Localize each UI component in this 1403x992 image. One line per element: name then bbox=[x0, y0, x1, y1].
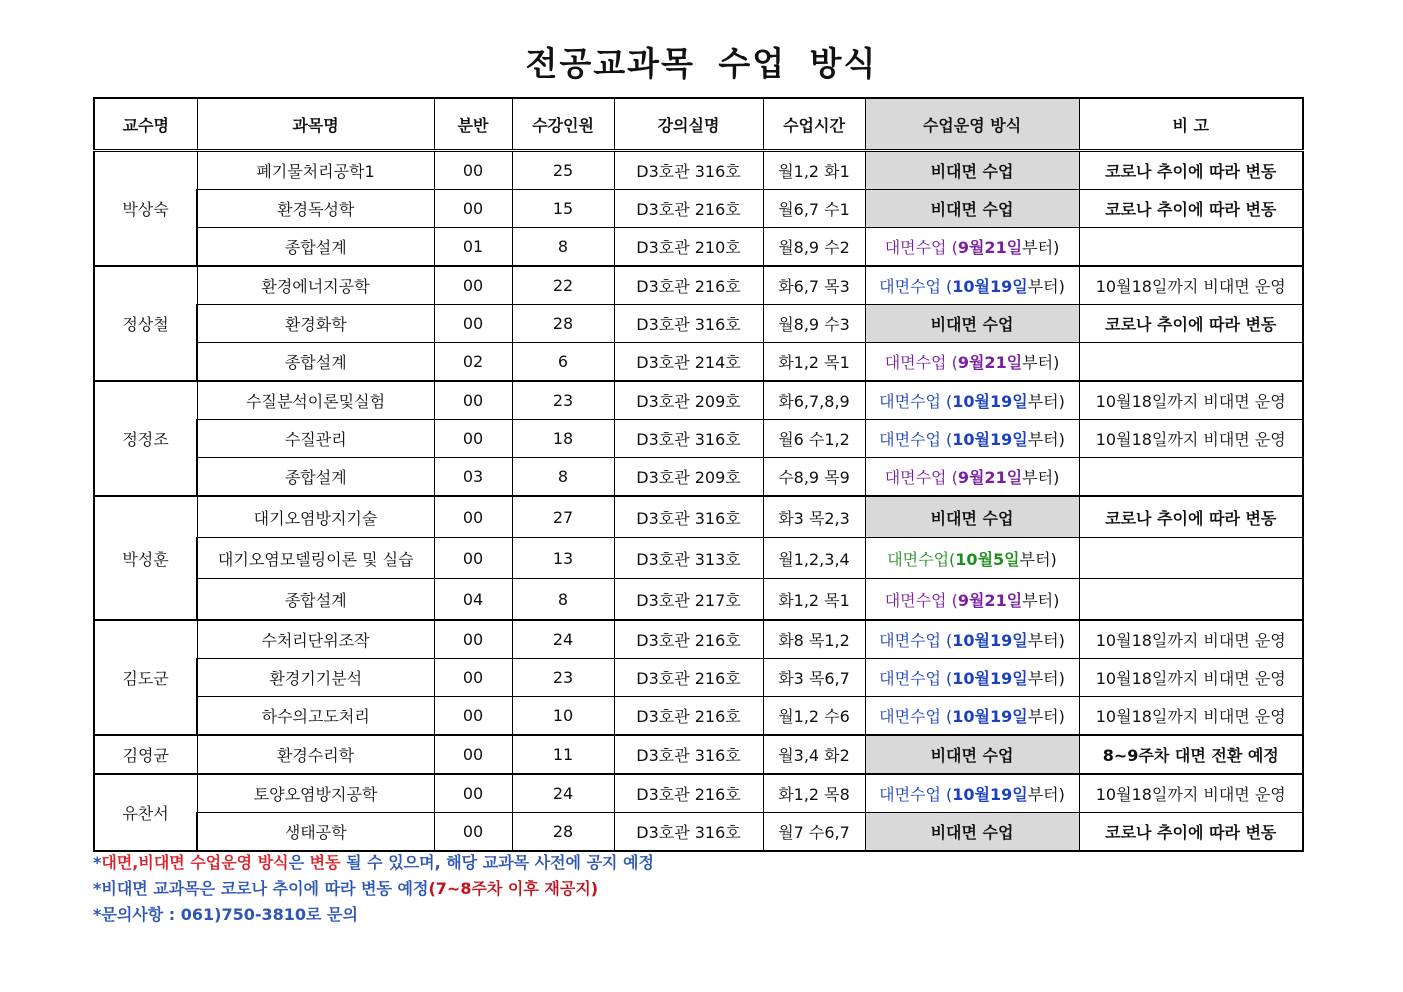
method-suffix: 부터) bbox=[1027, 631, 1065, 650]
table-row bbox=[94, 620, 1303, 659]
table-row bbox=[94, 735, 1303, 774]
enrollment-cell: 10 bbox=[512, 697, 614, 736]
method-text: 비대면 수업 bbox=[930, 746, 1014, 765]
section-cell: 00 bbox=[434, 305, 512, 343]
enrollment-cell: 8 bbox=[512, 228, 614, 267]
header-professor: 교수명 bbox=[94, 98, 197, 151]
note-cell: 코로나 추이에 따라 변동 bbox=[1079, 190, 1303, 228]
method-suffix: 부터) bbox=[1022, 590, 1060, 610]
method-cell bbox=[865, 381, 1079, 420]
method-cell bbox=[865, 343, 1079, 382]
page-title: 전공교과목 수업 방식 bbox=[525, 44, 878, 83]
enrollment-cell: 24 bbox=[512, 620, 614, 659]
method-date: 9월21일 bbox=[957, 353, 1023, 372]
course-cell: 환경에너지공학 bbox=[197, 266, 434, 305]
time-cell: 월1,2 수6 bbox=[763, 697, 865, 736]
time-cell: 월1,2 화1 bbox=[763, 151, 865, 190]
method-date: 10월19일 bbox=[952, 392, 1028, 411]
method-cell bbox=[865, 305, 1079, 343]
method-cell bbox=[865, 774, 1079, 813]
method-suffix: 부터) bbox=[1019, 549, 1057, 569]
method-suffix: 부터) bbox=[1027, 785, 1065, 804]
course-cell: 환경기기분석 bbox=[197, 659, 434, 697]
enrollment-cell: 8 bbox=[512, 579, 614, 621]
course-cell: 환경수리학 bbox=[197, 735, 434, 774]
header-method: 수업운영 방식 bbox=[865, 98, 1079, 151]
method-prefix: 대면수업 ( bbox=[884, 590, 958, 610]
note-cell: 10월18일까지 비대면 운영 bbox=[1079, 620, 1303, 659]
enrollment-cell: 11 bbox=[512, 735, 614, 774]
method-prefix: 대면수업 ( bbox=[884, 353, 958, 372]
method-cell bbox=[865, 813, 1079, 852]
room-cell: D3호관 209호 bbox=[614, 381, 763, 420]
room-cell: D3호관 209호 bbox=[614, 458, 763, 497]
header-course: 과목명 bbox=[197, 98, 434, 151]
note-cell: 10월18일까지 비대면 운영 bbox=[1079, 420, 1303, 458]
header-note: 비 고 bbox=[1079, 98, 1303, 151]
method-cell bbox=[865, 579, 1079, 621]
table-row bbox=[94, 228, 1303, 267]
enrollment-cell: 28 bbox=[512, 813, 614, 852]
section-cell: 00 bbox=[434, 190, 512, 228]
method-cell bbox=[865, 420, 1079, 458]
method-suffix: 부터) bbox=[1027, 669, 1065, 688]
method-text: 비대면 수업 bbox=[930, 162, 1014, 181]
time-cell: 월8,9 수3 bbox=[763, 305, 865, 343]
method-prefix: 대면수업 ( bbox=[884, 238, 958, 257]
method-date: 10월19일 bbox=[952, 669, 1028, 688]
method-cell bbox=[865, 697, 1079, 736]
room-cell: D3호관 214호 bbox=[614, 343, 763, 382]
enrollment-cell: 28 bbox=[512, 305, 614, 343]
note-cell bbox=[1079, 579, 1303, 621]
method-date: 10월19일 bbox=[952, 707, 1028, 726]
professor-cell: 김도군 bbox=[94, 620, 197, 735]
course-cell: 환경독성학 bbox=[197, 190, 434, 228]
method-cell bbox=[865, 735, 1079, 774]
time-cell: 화6,7,8,9 bbox=[763, 381, 865, 420]
time-cell: 월6 수1,2 bbox=[763, 420, 865, 458]
header-row bbox=[94, 98, 1303, 151]
note-cell bbox=[1079, 538, 1303, 579]
table-row bbox=[94, 697, 1303, 736]
section-cell: 04 bbox=[434, 579, 512, 621]
professor-cell: 김영균 bbox=[94, 735, 197, 774]
section-cell: 00 bbox=[434, 735, 512, 774]
course-cell: 종합설계 bbox=[197, 228, 434, 267]
footnote-1: *대면,비대면 수업운영 방식은 변동 될 수 있으며, 해당 교과목 사전에 공지 예정 bbox=[93, 853, 654, 872]
time-cell: 월1,2,3,4 bbox=[763, 538, 865, 579]
course-cell: 종합설계 bbox=[197, 579, 434, 621]
time-cell: 화8 목1,2 bbox=[763, 620, 865, 659]
footnote-3: *문의사항 : 061)750-3810로 문의 bbox=[93, 905, 358, 924]
method-suffix: 부터) bbox=[1022, 353, 1060, 372]
method-suffix: 부터) bbox=[1022, 238, 1060, 257]
time-cell: 월8,9 수2 bbox=[763, 228, 865, 267]
course-cell: 토양오염방지공학 bbox=[197, 774, 434, 813]
note-cell: 코로나 추이에 따라 변동 bbox=[1079, 496, 1303, 538]
course-cell: 대기오염방지기술 bbox=[197, 496, 434, 538]
enrollment-cell: 15 bbox=[512, 190, 614, 228]
table-row bbox=[94, 659, 1303, 697]
section-cell: 00 bbox=[434, 774, 512, 813]
room-cell: D3호관 316호 bbox=[614, 496, 763, 538]
professor-cell: 박성훈 bbox=[94, 496, 197, 620]
method-suffix: 부터) bbox=[1027, 430, 1065, 449]
room-cell: D3호관 217호 bbox=[614, 579, 763, 621]
note-cell: 8~9주차 대면 전환 예정 bbox=[1079, 735, 1303, 774]
header-time: 수업시간 bbox=[763, 98, 865, 151]
section-cell: 00 bbox=[434, 697, 512, 736]
room-cell: D3호관 216호 bbox=[614, 659, 763, 697]
method-suffix: 부터) bbox=[1027, 392, 1065, 411]
table-row bbox=[94, 151, 1303, 190]
table-row bbox=[94, 579, 1303, 621]
method-cell bbox=[865, 458, 1079, 497]
table-row bbox=[94, 381, 1303, 420]
method-date: 10월19일 bbox=[952, 785, 1028, 804]
course-cell: 종합설계 bbox=[197, 343, 434, 382]
room-cell: D3호관 216호 bbox=[614, 620, 763, 659]
course-cell: 수질분석이론및실험 bbox=[197, 381, 434, 420]
note-cell: 10월18일까지 비대면 운영 bbox=[1079, 697, 1303, 736]
section-cell: 03 bbox=[434, 458, 512, 497]
time-cell: 화3 목6,7 bbox=[763, 659, 865, 697]
method-text: 비대면 수업 bbox=[930, 823, 1014, 842]
method-prefix: 대면수업 ( bbox=[879, 430, 953, 449]
course-cell: 폐기물처리공학1 bbox=[197, 151, 434, 190]
note-cell bbox=[1079, 458, 1303, 497]
section-cell: 00 bbox=[434, 381, 512, 420]
method-prefix: 대면수업 ( bbox=[879, 669, 953, 688]
room-cell: D3호관 216호 bbox=[614, 697, 763, 736]
method-cell bbox=[865, 266, 1079, 305]
room-cell: D3호관 216호 bbox=[614, 266, 763, 305]
course-cell: 생태공학 bbox=[197, 813, 434, 852]
header-enrollment: 수강인원 bbox=[512, 98, 614, 151]
room-cell: D3호관 216호 bbox=[614, 190, 763, 228]
course-cell: 대기오염모델링이론 및 실습 bbox=[197, 538, 434, 579]
table-row bbox=[94, 266, 1303, 305]
method-prefix: 대면수업 ( bbox=[879, 707, 953, 726]
course-cell: 종합설계 bbox=[197, 458, 434, 497]
section-cell: 00 bbox=[434, 659, 512, 697]
room-cell: D3호관 210호 bbox=[614, 228, 763, 267]
note-cell: 코로나 추이에 따라 변동 bbox=[1079, 151, 1303, 190]
time-cell: 월3,4 화2 bbox=[763, 735, 865, 774]
table-row bbox=[94, 458, 1303, 497]
time-cell: 화1,2 목8 bbox=[763, 774, 865, 813]
method-cell bbox=[865, 620, 1079, 659]
time-cell: 화6,7 목3 bbox=[763, 266, 865, 305]
section-cell: 02 bbox=[434, 343, 512, 382]
table-row bbox=[94, 774, 1303, 813]
enrollment-cell: 24 bbox=[512, 774, 614, 813]
section-cell: 00 bbox=[434, 620, 512, 659]
method-cell bbox=[865, 659, 1079, 697]
method-prefix: 대면수업( bbox=[887, 549, 956, 569]
method-cell bbox=[865, 190, 1079, 228]
section-cell: 00 bbox=[434, 266, 512, 305]
enrollment-cell: 6 bbox=[512, 343, 614, 382]
professor-cell: 정상철 bbox=[94, 266, 197, 381]
method-prefix: 대면수업 ( bbox=[879, 392, 953, 411]
table-row bbox=[94, 343, 1303, 382]
method-prefix: 대면수업 ( bbox=[884, 468, 958, 487]
enrollment-cell: 23 bbox=[512, 381, 614, 420]
method-cell bbox=[865, 496, 1079, 538]
room-cell: D3호관 316호 bbox=[614, 813, 763, 852]
note-cell: 10월18일까지 비대면 운영 bbox=[1079, 774, 1303, 813]
enrollment-cell: 18 bbox=[512, 420, 614, 458]
professor-cell: 박상숙 bbox=[94, 151, 197, 267]
room-cell: D3호관 316호 bbox=[614, 735, 763, 774]
room-cell: D3호관 316호 bbox=[614, 151, 763, 190]
method-date: 10월5일 bbox=[955, 549, 1020, 569]
course-cell: 수처리단위조작 bbox=[197, 620, 434, 659]
table-row bbox=[94, 190, 1303, 228]
note-cell bbox=[1079, 343, 1303, 382]
section-cell: 00 bbox=[434, 538, 512, 579]
method-date: 10월19일 bbox=[952, 430, 1028, 449]
room-cell: D3호관 313호 bbox=[614, 538, 763, 579]
method-text: 비대면 수업 bbox=[930, 200, 1014, 219]
time-cell: 화1,2 목1 bbox=[763, 579, 865, 621]
method-date: 9월21일 bbox=[957, 238, 1023, 257]
time-cell: 수8,9 목9 bbox=[763, 458, 865, 497]
note-cell: 코로나 추이에 따라 변동 bbox=[1079, 305, 1303, 343]
footnotes bbox=[93, 850, 654, 928]
method-text: 비대면 수업 bbox=[930, 508, 1014, 528]
method-cell bbox=[865, 538, 1079, 579]
method-text: 비대면 수업 bbox=[930, 315, 1014, 334]
header-room: 강의실명 bbox=[614, 98, 763, 151]
note-cell: 코로나 추이에 따라 변동 bbox=[1079, 813, 1303, 852]
table-row bbox=[94, 813, 1303, 852]
header-section: 분반 bbox=[434, 98, 512, 151]
enrollment-cell: 8 bbox=[512, 458, 614, 497]
method-suffix: 부터) bbox=[1027, 277, 1065, 296]
schedule-table bbox=[93, 97, 1304, 852]
method-date: 10월19일 bbox=[952, 631, 1028, 650]
method-date: 10월19일 bbox=[952, 277, 1028, 296]
professor-cell: 유찬서 bbox=[94, 774, 197, 851]
note-cell: 10월18일까지 비대면 운영 bbox=[1079, 266, 1303, 305]
course-cell: 수질관리 bbox=[197, 420, 434, 458]
enrollment-cell: 27 bbox=[512, 496, 614, 538]
table-row bbox=[94, 538, 1303, 579]
note-cell: 10월18일까지 비대면 운영 bbox=[1079, 381, 1303, 420]
method-prefix: 대면수업 ( bbox=[879, 785, 953, 804]
enrollment-cell: 25 bbox=[512, 151, 614, 190]
section-cell: 00 bbox=[434, 151, 512, 190]
enrollment-cell: 23 bbox=[512, 659, 614, 697]
time-cell: 화3 목2,3 bbox=[763, 496, 865, 538]
method-suffix: 부터) bbox=[1027, 707, 1065, 726]
table-row bbox=[94, 420, 1303, 458]
enrollment-cell: 22 bbox=[512, 266, 614, 305]
time-cell: 월7 수6,7 bbox=[763, 813, 865, 852]
section-cell: 00 bbox=[434, 496, 512, 538]
room-cell: D3호관 216호 bbox=[614, 774, 763, 813]
footnote-2: *비대면 교과목은 코로나 추이에 따라 변동 예정(7~8주차 이후 재공지) bbox=[93, 879, 599, 898]
time-cell: 월6,7 수1 bbox=[763, 190, 865, 228]
method-prefix: 대면수업 ( bbox=[879, 631, 953, 650]
section-cell: 00 bbox=[434, 420, 512, 458]
method-prefix: 대면수업 ( bbox=[879, 277, 953, 296]
time-cell: 화1,2 목1 bbox=[763, 343, 865, 382]
table-row bbox=[94, 305, 1303, 343]
table-row bbox=[94, 496, 1303, 538]
professor-cell: 정정조 bbox=[94, 381, 197, 496]
course-cell: 환경화학 bbox=[197, 305, 434, 343]
room-cell: D3호관 316호 bbox=[614, 305, 763, 343]
course-cell: 하수의고도처리 bbox=[197, 697, 434, 736]
note-cell bbox=[1079, 228, 1303, 267]
method-date: 9월21일 bbox=[957, 468, 1023, 487]
section-cell: 00 bbox=[434, 813, 512, 852]
method-date: 9월21일 bbox=[957, 590, 1023, 610]
enrollment-cell: 13 bbox=[512, 538, 614, 579]
section-cell: 01 bbox=[434, 228, 512, 267]
method-suffix: 부터) bbox=[1022, 468, 1060, 487]
method-cell bbox=[865, 151, 1079, 190]
note-cell: 10월18일까지 비대면 운영 bbox=[1079, 659, 1303, 697]
method-cell bbox=[865, 228, 1079, 267]
room-cell: D3호관 316호 bbox=[614, 420, 763, 458]
